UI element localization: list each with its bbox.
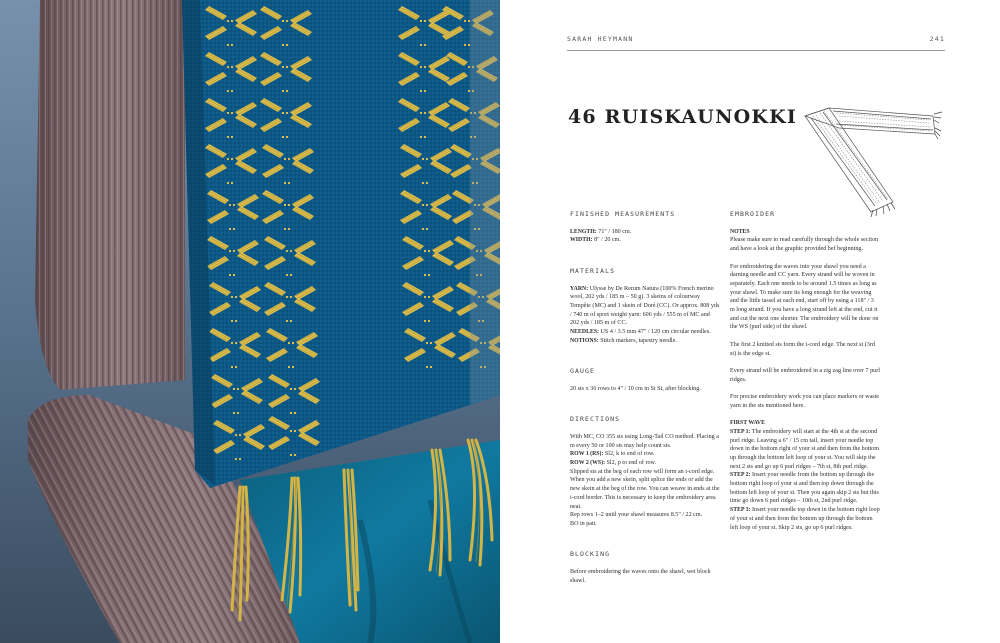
row2-text: Sl2, p to end of row. bbox=[606, 460, 657, 467]
section-heading-gauge: GAUGE bbox=[570, 367, 596, 376]
notions-text: Stitch markers, tapestry needle. bbox=[600, 337, 677, 344]
row2-label: ROW 2 (WS): bbox=[570, 460, 605, 467]
step2-text: Insert your needle from the bottom up through the bottom right loop of your st and then top down through the bottom left loop of your st. Then you again skip 2 sts but this time go down 6 purl ridges – 10th st, 2nd purl ridge. bbox=[730, 472, 879, 505]
embroider-paragraph-3: Every strand will be embroidered in a zig zag line over 7 purl ridges. bbox=[730, 367, 880, 383]
blocking-text: Before embroidering the waves onto the shawl, wet block shawl. bbox=[570, 569, 711, 584]
notes-block bbox=[730, 228, 880, 254]
step3-text: Insert your needle top down in the bottom right loop of your st and then from the bottom up through the bottom left loop of your st. Skip 2 sts, go up 6 purl ridges. bbox=[730, 507, 880, 531]
yarn-text: Ulysse by De Rerum Natura (100% French merino wool, 202 yds / 185 m – 50 g). 3 skeins of colourway Tempête (MC) and 1 skein of Doré (CC). Or approx. 808 yds / 740 m of sport weight yarn: 606 yds / 555 m of MC and 202 yds / 185 m of CC. bbox=[570, 285, 720, 327]
notions-label: NOTIONS: bbox=[570, 337, 599, 344]
directions-repeat: Rep rows 1–2 until your shawl measures 8.5" / 22 cm. bbox=[570, 512, 703, 519]
gauge-text: 20 sts x 36 rows to 4" / 10 cm in St St, after blocking. bbox=[570, 385, 701, 392]
section-heading-directions: DIRECTIONS bbox=[570, 415, 621, 424]
embroider-paragraph-2: The first 2 knitted sts form the i-cord edge. The next st (3rd st) is the edge st. bbox=[730, 341, 875, 357]
scarf-line-drawing-icon bbox=[803, 106, 945, 218]
materials-text bbox=[570, 285, 720, 346]
header-rule bbox=[567, 50, 945, 51]
step1-label: STEP 1: bbox=[730, 428, 751, 435]
pattern-right-column bbox=[730, 210, 880, 541]
step3-label: STEP 3: bbox=[730, 507, 751, 514]
directions-bind-off: BO in patt. bbox=[570, 520, 597, 527]
pattern-left-column bbox=[570, 210, 720, 594]
first-wave-block bbox=[730, 419, 880, 532]
notes-text: Please make sure to read carefully through the whole section and have a look at the graphic provided bef beginning. bbox=[730, 237, 879, 253]
width-value: 8" / 20 cm. bbox=[594, 237, 621, 244]
yarn-label: YARN: bbox=[570, 285, 589, 292]
notes-label: NOTES bbox=[730, 228, 750, 235]
section-heading-materials: MATERIALS bbox=[570, 266, 616, 275]
row1-label: ROW 1 (RS): bbox=[570, 451, 604, 458]
embroider-paragraph-1: For embroidering the waves into your shawl you need a darning needle and CC yarn. Every strand will be woven in separately. Each one needs to be around 1.5 times as long as your shawl. To make sure its long enough for the weaving and the little tassel at each end, start off by using a 118" / 3 m long strand. If you have a long strand left at the end, cut it and cut the next one shorter. The embroidery will be done on the WS (purl side) of the shawl. bbox=[730, 263, 879, 331]
page-number: 241 bbox=[929, 35, 945, 43]
section-heading-blocking: BLOCKING bbox=[570, 550, 611, 559]
needles-label: NEEDLES: bbox=[570, 329, 599, 336]
author-name: SARAH HEYMANN bbox=[567, 35, 634, 43]
running-head bbox=[567, 35, 945, 43]
step1-text: The embroidery will start at the 4th st at the second purl ridge. Leaving a 6" / 15 cm tail, insert your needle top down in the bottom right of your st and then from the bottom up through the bottom left loop of your st. You will skip the next 2 sts and go up 6 purl ridges – 7th st, 8th purl ridge. bbox=[730, 428, 879, 470]
first-wave-label: FIRST WAVE bbox=[730, 420, 765, 427]
directions-text bbox=[570, 433, 720, 529]
pattern-title: 46 RUISKAUNOKKI bbox=[568, 106, 797, 128]
embroider-paragraph-4: For precise embroidery work you can place markers or waste yarn in the sts mentioned here. bbox=[730, 394, 880, 409]
directions-body: Slipped sts at the beg of each row will form an i-cord edge. When you add a new skein, split splice the ends or add the new skein at the beg of the row. You can weave in ends at the i-cord border. This is necessary to keep the embroidery area neat. bbox=[570, 468, 720, 510]
pattern-page bbox=[500, 0, 1000, 643]
directions-intro: With MC, CO 355 sts using Long-Tail CO method. Placing a m every 50 or 100 sts may help count sts. bbox=[570, 433, 719, 449]
length-value: 71" / 180 cm. bbox=[598, 228, 632, 235]
section-heading-embroider: EMBROIDER bbox=[730, 210, 776, 218]
length-label: LENGTH: bbox=[570, 228, 597, 235]
step2-label: STEP 2: bbox=[730, 472, 751, 479]
width-label: WIDTH: bbox=[570, 237, 593, 244]
row1-text: Sl2, k to end of row. bbox=[604, 451, 655, 458]
section-heading-finished-measurements: FINISHED MEASUREMENTS bbox=[570, 210, 676, 218]
needles-text: US 4 / 3.5 mm 47" / 120 cm circular needles. bbox=[600, 329, 711, 336]
finished-measurements-text bbox=[570, 228, 720, 245]
